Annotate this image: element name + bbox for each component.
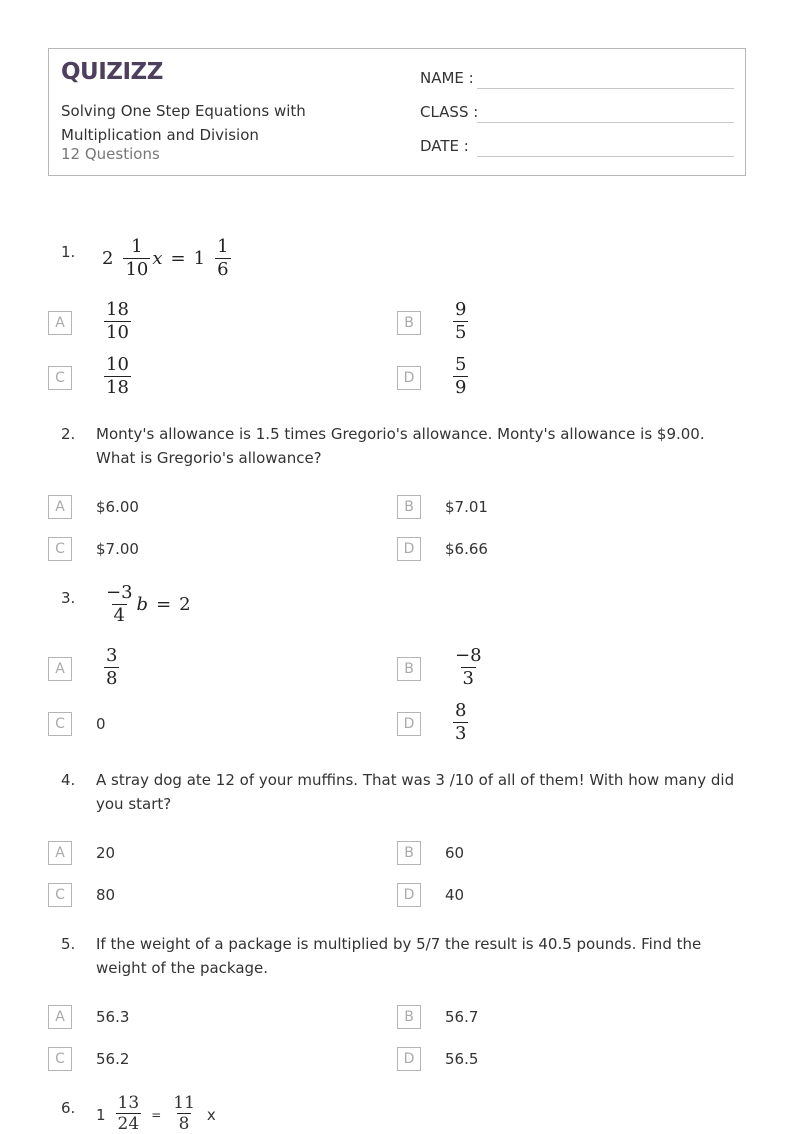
q3-rhs: 2 <box>179 594 191 615</box>
q3-equals: = <box>156 594 172 615</box>
q1-numerator-2: 1 <box>217 236 229 257</box>
question-number: 3. <box>61 589 76 607</box>
option-letter-c[interactable]: C <box>48 1047 72 1071</box>
name-line[interactable] <box>477 88 734 89</box>
q1-equation <box>102 236 233 281</box>
q1-a-numerator: 18 <box>106 299 129 320</box>
q1-a-denominator: 10 <box>106 322 129 343</box>
option-letter-a[interactable]: A <box>48 841 72 865</box>
q1-variable: x <box>152 248 163 269</box>
q1-whole-2: 1 <box>193 248 206 269</box>
q1-fraction-2 <box>215 236 230 281</box>
option-letter-c[interactable]: C <box>48 712 72 736</box>
q6-variable: x <box>206 1106 216 1124</box>
q6-fraction-2 <box>171 1093 197 1134</box>
q1-fraction-1 <box>123 236 150 281</box>
q2-option-d[interactable]: $6.66 <box>445 540 488 558</box>
date-label: DATE : <box>420 137 469 155</box>
class-line[interactable] <box>477 122 734 123</box>
question-number: 4. <box>61 771 76 789</box>
q4-option-c[interactable]: 80 <box>96 886 116 904</box>
q1-option-b[interactable] <box>451 299 470 344</box>
q2-option-c[interactable]: $7.00 <box>96 540 139 558</box>
q3-option-b[interactable] <box>451 645 486 690</box>
question-number: 2. <box>61 425 76 443</box>
question-number: 1. <box>61 243 76 261</box>
q3-option-d[interactable] <box>451 700 470 745</box>
q1-c-numerator: 10 <box>106 354 129 375</box>
q1-equals: = <box>170 248 186 269</box>
q2-text: Monty's allowance is 1.5 times Gregorio's allowance. Monty's allowance is $9.00. What is Gregorio's allowance? <box>96 425 705 467</box>
name-label: NAME : <box>420 69 474 87</box>
q6-whole: 1 <box>96 1106 106 1124</box>
q6-numerator-1: 13 <box>117 1093 140 1113</box>
option-letter-b[interactable]: B <box>397 495 421 519</box>
q3-denominator: 4 <box>113 605 125 626</box>
class-label: CLASS : <box>420 103 479 121</box>
question-number: 6. <box>61 1099 76 1117</box>
q3-a-numerator: 3 <box>106 645 118 666</box>
q2-option-b[interactable]: $7.01 <box>445 498 488 516</box>
q6-denominator-2: 8 <box>178 1114 190 1134</box>
option-letter-b[interactable]: B <box>397 311 421 335</box>
q4-text: A stray dog ate 12 of your muffins. That was 3 /10 of all of them! With how many did you start? <box>96 771 735 813</box>
q1-b-numerator: 9 <box>455 299 467 320</box>
q3-numerator: −3 <box>106 582 133 603</box>
q3-d-numerator: 8 <box>455 700 467 721</box>
q1-denominator-1: 10 <box>125 259 149 280</box>
q1-option-c[interactable] <box>102 354 133 399</box>
q3-d-denominator: 3 <box>455 723 467 744</box>
q2-option-a[interactable]: $6.00 <box>96 498 139 516</box>
q5-option-c[interactable]: 56.2 <box>96 1050 130 1068</box>
q5-option-d[interactable]: 56.5 <box>445 1050 479 1068</box>
option-letter-a[interactable]: A <box>48 657 72 681</box>
worksheet-title: Solving One Step Equations with Multiplication and Division <box>61 102 306 144</box>
q3-fraction <box>104 582 135 627</box>
q6-equation <box>96 1093 216 1134</box>
q4-option-d[interactable]: 40 <box>445 886 465 904</box>
q4-option-a[interactable]: 20 <box>96 844 116 862</box>
quizizz-logo: QUIZIZZ <box>61 59 163 85</box>
q5-text: If the weight of a package is multiplied by 5/7 the result is 40.5 pounds. Find the weight of the package. <box>96 935 702 977</box>
class-field[interactable] <box>420 103 734 127</box>
q3-a-denominator: 8 <box>106 668 118 689</box>
q6-equals: = <box>151 1108 162 1122</box>
option-letter-a[interactable]: A <box>48 1005 72 1029</box>
q3-equation <box>102 582 191 627</box>
question-count: 12 Questions <box>61 145 160 163</box>
option-letter-a[interactable]: A <box>48 495 72 519</box>
option-letter-b[interactable]: B <box>397 657 421 681</box>
q5-option-b[interactable]: 56.7 <box>445 1008 479 1026</box>
q4-option-b[interactable]: 60 <box>445 844 465 862</box>
q5-option-a[interactable]: 56.3 <box>96 1008 130 1026</box>
q1-numerator-1: 1 <box>131 236 143 257</box>
q3-b-numerator: −8 <box>455 645 482 666</box>
question-number: 5. <box>61 935 76 953</box>
date-field[interactable] <box>420 137 734 161</box>
option-letter-c[interactable]: C <box>48 537 72 561</box>
q3-option-a[interactable] <box>102 645 121 690</box>
worksheet-header <box>48 48 746 176</box>
q1-d-numerator: 5 <box>455 354 467 375</box>
q1-d-denominator: 9 <box>455 377 467 398</box>
q3-b-denominator: 3 <box>462 668 474 689</box>
q3-variable: b <box>136 594 149 615</box>
option-letter-d[interactable]: D <box>397 712 421 736</box>
option-letter-c[interactable]: C <box>48 366 72 390</box>
name-field[interactable] <box>420 69 734 93</box>
q1-c-denominator: 18 <box>106 377 129 398</box>
option-letter-d[interactable]: D <box>397 1047 421 1071</box>
option-letter-d[interactable]: D <box>397 537 421 561</box>
q6-denominator-1: 24 <box>117 1114 140 1134</box>
option-letter-d[interactable]: D <box>397 366 421 390</box>
option-letter-a[interactable]: A <box>48 311 72 335</box>
q1-option-d[interactable] <box>451 354 470 399</box>
option-letter-b[interactable]: B <box>397 841 421 865</box>
date-line[interactable] <box>477 156 734 157</box>
q3-option-c[interactable]: 0 <box>96 715 106 733</box>
option-letter-b[interactable]: B <box>397 1005 421 1029</box>
option-letter-c[interactable]: C <box>48 883 72 907</box>
q1-denominator-2: 6 <box>217 259 229 280</box>
q1-whole-1: 2 <box>102 248 114 269</box>
q6-fraction-1 <box>116 1093 142 1134</box>
q1-b-denominator: 5 <box>455 322 467 343</box>
q1-option-a[interactable] <box>102 299 133 344</box>
q6-numerator-2: 11 <box>173 1093 195 1113</box>
option-letter-d[interactable]: D <box>397 883 421 907</box>
